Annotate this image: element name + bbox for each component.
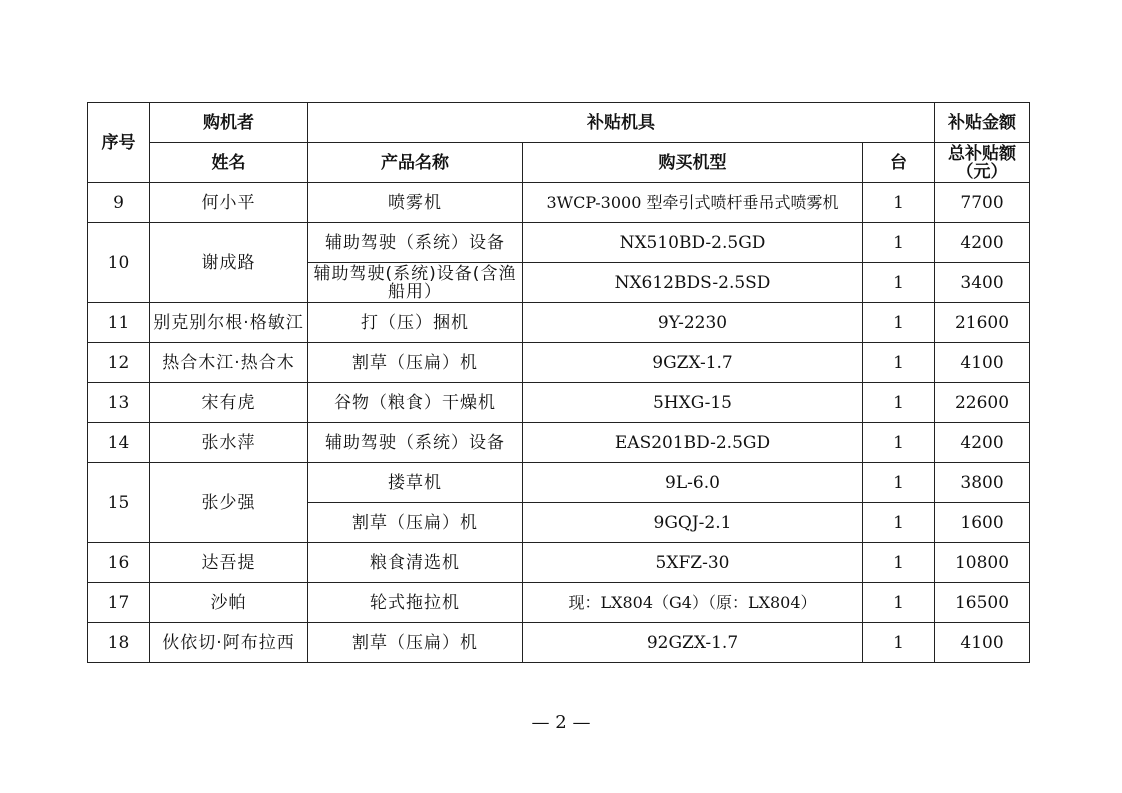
cell-seq: 9 — [88, 183, 150, 223]
cell-name: 谢成路 — [150, 223, 308, 303]
cell-amount: 4100 — [935, 343, 1030, 383]
cell-model: 3WCP-3000 型牵引式喷杆垂吊式喷雾机 — [523, 183, 863, 223]
cell-product: 打（压）捆机 — [308, 303, 523, 343]
header-buyer: 购机者 — [150, 103, 308, 143]
cell-name: 宋有虎 — [150, 383, 308, 423]
cell-product: 轮式拖拉机 — [308, 583, 523, 623]
cell-product: 辅助驾驶(系统)设备(含渔船用） — [308, 263, 523, 303]
cell-amount: 16500 — [935, 583, 1030, 623]
cell-name: 热合木江·热合木 — [150, 343, 308, 383]
cell-amount: 10800 — [935, 543, 1030, 583]
cell-product: 谷物（粮食）干燥机 — [308, 383, 523, 423]
cell-model: 5XFZ-30 — [523, 543, 863, 583]
cell-seq: 18 — [88, 623, 150, 663]
table-row — [88, 303, 1030, 343]
cell-product: 辅助驾驶（系统）设备 — [308, 223, 523, 263]
cell-model: 5HXG-15 — [523, 383, 863, 423]
header-machinery: 补贴机具 — [308, 103, 935, 143]
cell-amount: 7700 — [935, 183, 1030, 223]
cell-seq: 17 — [88, 583, 150, 623]
cell-model: 9GQJ-2.1 — [523, 503, 863, 543]
cell-model: 9GZX-1.7 — [523, 343, 863, 383]
cell-model: EAS201BD-2.5GD — [523, 423, 863, 463]
cell-units: 1 — [863, 583, 935, 623]
header-product: 产品名称 — [308, 143, 523, 183]
cell-units: 1 — [863, 503, 935, 543]
cell-seq: 10 — [88, 223, 150, 303]
cell-model: NX612BDS-2.5SD — [523, 263, 863, 303]
cell-seq: 13 — [88, 383, 150, 423]
cell-amount: 3400 — [935, 263, 1030, 303]
cell-seq: 11 — [88, 303, 150, 343]
table-row — [88, 463, 1030, 503]
cell-units: 1 — [863, 383, 935, 423]
cell-product: 搂草机 — [308, 463, 523, 503]
cell-model: 92GZX-1.7 — [523, 623, 863, 663]
cell-amount: 1600 — [935, 503, 1030, 543]
subsidy-table — [87, 102, 1030, 663]
table-row — [88, 223, 1030, 263]
table-row — [88, 383, 1030, 423]
cell-model: 现：LX804（G4）（原：LX804） — [523, 583, 863, 623]
cell-seq: 16 — [88, 543, 150, 583]
cell-amount: 4100 — [935, 623, 1030, 663]
cell-units: 1 — [863, 343, 935, 383]
table-row — [88, 343, 1030, 383]
cell-units: 1 — [863, 263, 935, 303]
cell-name: 何小平 — [150, 183, 308, 223]
cell-units: 1 — [863, 623, 935, 663]
header-seq: 序号 — [88, 103, 150, 183]
cell-name: 别克别尔根·格敏江 — [150, 303, 308, 343]
cell-name: 沙帕 — [150, 583, 308, 623]
cell-name: 张少强 — [150, 463, 308, 543]
cell-name: 伙依切·阿布拉西 — [150, 623, 308, 663]
table-row — [88, 423, 1030, 463]
cell-amount: 21600 — [935, 303, 1030, 343]
cell-units: 1 — [863, 223, 935, 263]
table-row — [88, 543, 1030, 583]
cell-seq: 12 — [88, 343, 150, 383]
header-subsidy-amount: 补贴金额 — [935, 103, 1030, 143]
cell-amount: 22600 — [935, 383, 1030, 423]
header-row-2 — [88, 143, 1030, 183]
cell-amount: 3800 — [935, 463, 1030, 503]
cell-product: 辅助驾驶（系统）设备 — [308, 423, 523, 463]
cell-seq: 15 — [88, 463, 150, 543]
cell-model: 9Y-2230 — [523, 303, 863, 343]
cell-seq: 14 — [88, 423, 150, 463]
cell-product: 喷雾机 — [308, 183, 523, 223]
cell-product: 粮食清选机 — [308, 543, 523, 583]
header-total-subsidy: 总补贴额（元） — [935, 143, 1030, 183]
cell-units: 1 — [863, 463, 935, 503]
cell-amount: 4200 — [935, 423, 1030, 463]
table-row — [88, 183, 1030, 223]
table-row — [88, 583, 1030, 623]
cell-model: NX510BD-2.5GD — [523, 223, 863, 263]
cell-name: 达吾提 — [150, 543, 308, 583]
header-name: 姓名 — [150, 143, 308, 183]
cell-units: 1 — [863, 183, 935, 223]
header-model: 购买机型 — [523, 143, 863, 183]
cell-amount: 4200 — [935, 223, 1030, 263]
cell-units: 1 — [863, 543, 935, 583]
cell-product: 割草（压扁）机 — [308, 343, 523, 383]
cell-product: 割草（压扁）机 — [308, 623, 523, 663]
cell-model: 9L-6.0 — [523, 463, 863, 503]
header-units: 台 — [863, 143, 935, 183]
cell-units: 1 — [863, 303, 935, 343]
table-row — [88, 623, 1030, 663]
cell-name: 张水萍 — [150, 423, 308, 463]
header-row-1 — [88, 103, 1030, 143]
page-number: — 2 — — [531, 712, 591, 733]
cell-units: 1 — [863, 423, 935, 463]
cell-product: 割草（压扁）机 — [308, 503, 523, 543]
